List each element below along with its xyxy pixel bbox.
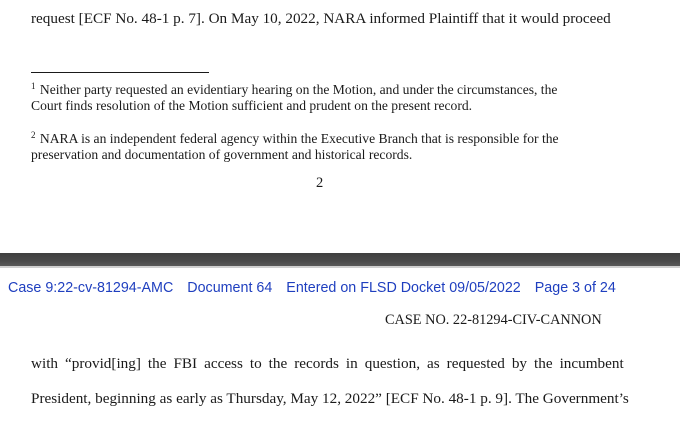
footnote-1-line-2: Court finds resolution of the Motion sufficient and prudent on the present record.: [31, 98, 473, 113]
docket-entry: Entered on FLSD Docket 09/05/2022: [286, 280, 521, 296]
footnote-1-text: Neither party requested an evidentiary hearing on the Motion, and under the circumstances, the: [39, 82, 558, 97]
footnote-1-line-1: [31, 81, 557, 98]
footnote-2-line-1: [31, 130, 559, 147]
body-text-line: request [ECF No. 48-1 p. 7]. On May 10, 2022, NARA informed Plaintiff that it would proceed: [31, 10, 611, 27]
court-filing-header: [8, 280, 626, 296]
footnote-2-text: NARA is an independent federal agency within the Executive Branch that is responsible for the: [39, 131, 559, 146]
footnote-2-marker: 2: [31, 130, 36, 140]
page-number: 2: [316, 175, 324, 191]
page-separator: [0, 253, 680, 266]
footnote-1-marker: 1: [31, 81, 36, 91]
case-number: CASE NO. 22-81294-CIV-CANNON: [385, 312, 602, 328]
document-number: Document 64: [187, 280, 273, 296]
footnote-separator: [31, 72, 209, 73]
page-separator-shadow: [0, 266, 680, 268]
case-id: Case 9:22-cv-81294-AMC: [8, 280, 174, 296]
page-indicator: Page 3 of 24: [534, 280, 616, 296]
body-text-line: with “provid[ing] the FBI access to the records in question, as requested by the incumbent: [31, 355, 624, 372]
footnote-2-line-2: preservation and documentation of government and historical records.: [31, 147, 413, 162]
body-text-line: President, beginning as early as Thursday, May 12, 2022” [ECF No. 48-1 p. 9]. The Government’s: [31, 390, 629, 407]
